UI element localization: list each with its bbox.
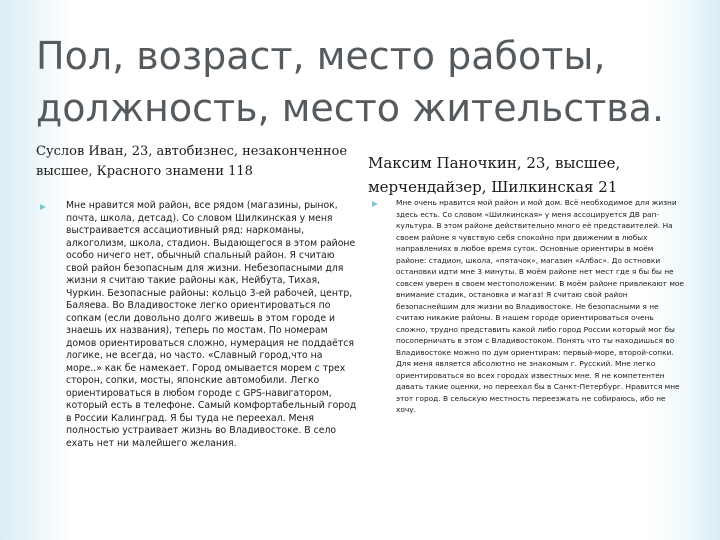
bullet-icon bbox=[372, 201, 378, 207]
left-column-heading: Суслов Иван, 23, автобизнес, незаконченное высшее, Красного знамени 118 bbox=[36, 144, 348, 179]
bullet-icon bbox=[40, 204, 46, 210]
left-column-text: Мне нравится мой район, все рядом (магазины, рынок, почта, школа, детсад). Со словом Шилкинская у меня выстраивается ассациотивный ряд: наркоманы, алкоголизм, школа, стадион. Выдающегося в этом районе особо ничего нет, обычный спальный район. Я считаю свой район безопасным для жизни. Небезопасными для жизни я считаю такие районы как, Нейбута, Тихая, Чуркин. Безопасные районы: кольцо 3-ей рабочей, центр, Баляева. Во Владивостоке легко ориентироваться по сопкам (если довольно долго живешь в этом городе и знаешь их названия), теперь по мостам. По номерам домов ориентироваться сложно, нумерация не поддаётся логике, не всегда, но часто. «Славный город,что на море..» как бе намекает. Город омывается морем с трех сторон, сопки, мосты, японские автомобили. Легко ориентироваться в любом городе с GPS-навигатором, который есть в телефоне. Самый комфортабельный город в России Калинград. Я бы туда не переехал. Меня полностью устраивает жизнь во Владивостоке. В село ехать нет ни малейшего желания. bbox=[66, 200, 357, 449]
slide-title: Пол, возраст, место работы, должность, место жительства. bbox=[36, 34, 665, 130]
right-column-text: Мне очень нравится мой район и мой дом. Всё необходимое для жизни здесь есть. Со словом «Шилкинская» у меня ассоцируется ДВ рап-культура. В этом районе действительно много её представителей. На своем районе я чувствую себя спокойно при движении в любых направлениях в любое время суток. Основные ориентиры в моём районе: стадион, школа, «пятачок», магазин «Албас». До остновки остановки идти мне 3 минуты. В моём районе нет мест где я бы бы не совсем уверен в своем местоположении. В моём районе привлекают мое внимание стадик, остановка и магаз! Я считаю свой район безопаснейшим для жизни во Владивостоке. Не безопасными я не считаю никакие районы. В нашем городе ориентироваться очень сложно, трудно представить какой либо город России который мог бы посоперничать в этом с Владивостоком. Понять что ты находишься во Владивостоке можно по дум ориентирам: первый-море, второй-сопки. Для меня является абсолютно не знакомым г. Русский. Мне легко ориентироваться во всех городах известных мне. Я не компетентен давать такие оценки, но переехал бы в Санкт-Петербург. Нравится мне этот город. В сельскую местность переезжать не собираюсь, ибо не хочу. bbox=[396, 198, 684, 414]
right-column-heading: Максим Паночкин, 23, высшее, мерчендайзер, Шилкинская 21 bbox=[368, 154, 621, 196]
